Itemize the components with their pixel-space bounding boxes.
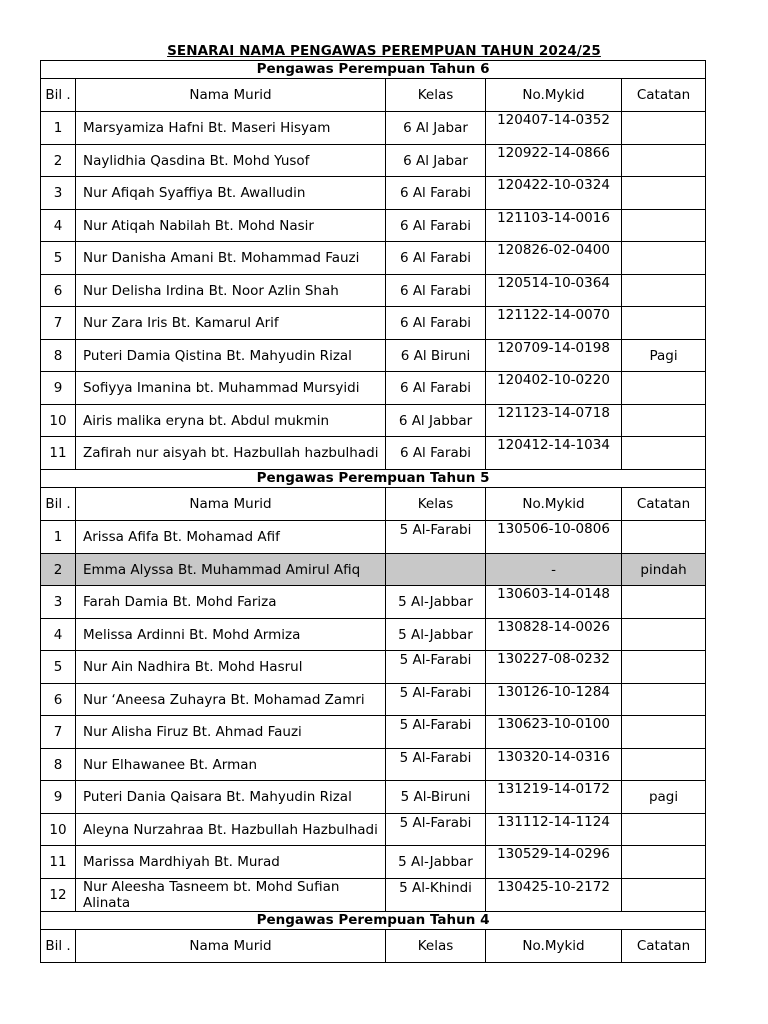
bil-cell: 8 [41,340,76,372]
catatan-cell [622,372,706,405]
table-row [41,242,706,275]
table-row [41,586,706,619]
mykid-cell: 120412-14-1034 [486,437,622,470]
bil-cell: 7 [41,307,76,340]
kelas-cell: 6 Al Biruni [386,340,486,372]
mykid-cell: 130126-10-1284 [486,684,622,716]
bil-cell: 5 [41,651,76,684]
catatan-cell [622,437,706,470]
mykid-cell: - [486,554,622,586]
mykid-cell: 121123-14-0718 [486,405,622,437]
catatan-cell [622,275,706,307]
table-row [41,846,706,879]
section-heading-row [41,470,706,488]
kelas-cell: 6 Al Farabi [386,307,486,340]
table-row [41,879,706,912]
catatan-cell [622,814,706,846]
column-header-catatan: Catatan [622,488,706,521]
kelas-cell: 6 Al Farabi [386,372,486,405]
kelas-cell: 5 Al-Farabi [386,814,486,846]
mykid-cell: 130506-10-0806 [486,521,622,554]
bil-cell: 4 [41,619,76,651]
mykid-cell: 120402-10-0220 [486,372,622,405]
mykid-cell: 120514-10-0364 [486,275,622,307]
catatan-cell [622,879,706,912]
nama-cell: Nur Zara Iris Bt. Kamarul Arif [76,307,386,340]
table-row [41,340,706,372]
kelas-cell: 5 Al-Farabi [386,521,486,554]
section-heading: Pengawas Perempuan Tahun 6 [41,61,706,79]
kelas-cell: 5 Al-Jabbar [386,846,486,879]
nama-cell: Nur Atiqah Nabilah Bt. Mohd Nasir [76,210,386,242]
mykid-cell: 130320-14-0316 [486,749,622,781]
kelas-cell: 6 Al Farabi [386,437,486,470]
section-heading-row [41,61,706,79]
kelas-cell: 6 Al Jabar [386,112,486,145]
column-header-mykid: No.Mykid [486,930,622,963]
mykid-cell: 121122-14-0070 [486,307,622,340]
column-header-nama: Nama Murid [76,488,386,521]
catatan-cell [622,749,706,781]
kelas-cell: 5 Al-Biruni [386,781,486,814]
catatan-cell [622,210,706,242]
kelas-cell: 5 Al-Farabi [386,749,486,781]
nama-cell: Nur Afiqah Syaffiya Bt. Awalludin [76,177,386,210]
nama-cell: Marissa Mardhiyah Bt. Murad [76,846,386,879]
kelas-cell: 5 Al-Farabi [386,651,486,684]
column-header-row [41,488,706,521]
column-header-bil: Bil . [41,930,76,963]
table-row [41,145,706,177]
nama-cell: Zafirah nur aisyah bt. Hazbullah hazbulhadi [76,437,386,470]
table-row [41,112,706,145]
bil-cell: 1 [41,521,76,554]
nama-cell: Melissa Ardinni Bt. Mohd Armiza [76,619,386,651]
column-header-mykid: No.Mykid [486,488,622,521]
mykid-cell: 130828-14-0026 [486,619,622,651]
nama-cell: Puteri Damia Qistina Bt. Mahyudin Rizal [76,340,386,372]
catatan-cell [622,112,706,145]
table-row [41,554,706,586]
column-header-catatan: Catatan [622,930,706,963]
bil-cell: 10 [41,814,76,846]
bil-cell: 3 [41,586,76,619]
nama-cell: Nur Alisha Firuz Bt. Ahmad Fauzi [76,716,386,749]
bil-cell: 1 [41,112,76,145]
nama-cell: Aleyna Nurzahraa Bt. Hazbullah Hazbulhadi [76,814,386,846]
table-row [41,814,706,846]
column-header-row [41,79,706,112]
table-row [41,684,706,716]
catatan-cell [622,846,706,879]
catatan-cell: pagi [622,781,706,814]
bil-cell: 12 [41,879,76,912]
kelas-cell: 5 Al-Farabi [386,716,486,749]
table-row [41,177,706,210]
nama-cell: Sofiyya Imanina bt. Muhammad Mursyidi [76,372,386,405]
section-heading: Pengawas Perempuan Tahun 5 [41,470,706,488]
table-row [41,619,706,651]
section-heading: Pengawas Perempuan Tahun 4 [41,912,706,930]
mykid-cell: 121103-14-0016 [486,210,622,242]
mykid-cell: 130623-10-0100 [486,716,622,749]
nama-cell: Nur Delisha Irdina Bt. Noor Azlin Shah [76,275,386,307]
bil-cell: 11 [41,846,76,879]
column-header-kelas: Kelas [386,930,486,963]
nama-cell: Nur Elhawanee Bt. Arman [76,749,386,781]
mykid-cell: 120407-14-0352 [486,112,622,145]
bil-cell: 4 [41,210,76,242]
kelas-cell: 6 Al Farabi [386,242,486,275]
table-row [41,651,706,684]
mykid-cell: 120709-14-0198 [486,340,622,372]
mykid-cell: 120826-02-0400 [486,242,622,275]
catatan-cell [622,521,706,554]
column-header-nama: Nama Murid [76,79,386,112]
column-header-mykid: No.Mykid [486,79,622,112]
document-title: SENARAI NAMA PENGAWAS PEREMPUAN TAHUN 2024/25 [167,43,601,59]
column-header-nama: Nama Murid [76,930,386,963]
pengawas-table [40,60,706,963]
nama-cell: Puteri Dania Qaisara Bt. Mahyudin Rizal [76,781,386,814]
catatan-cell [622,716,706,749]
table-row [41,275,706,307]
column-header-kelas: Kelas [386,79,486,112]
nama-cell: Emma Alyssa Bt. Muhammad Amirul Afiq [76,554,386,586]
bil-cell: 10 [41,405,76,437]
nama-cell: Nur Aleesha Tasneem bt. Mohd Sufian Alinata [76,879,386,912]
catatan-cell [622,177,706,210]
bil-cell: 2 [41,145,76,177]
kelas-cell: 5 Al-Farabi [386,684,486,716]
kelas-cell: 6 Al Farabi [386,275,486,307]
nama-cell: Naylidhia Qasdina Bt. Mohd Yusof [76,145,386,177]
column-header-bil: Bil . [41,79,76,112]
catatan-cell [622,242,706,275]
nama-cell: Nur Ain Nadhira Bt. Mohd Hasrul [76,651,386,684]
bil-cell: 9 [41,372,76,405]
column-header-kelas: Kelas [386,488,486,521]
catatan-cell: pindah [622,554,706,586]
mykid-cell: 131112-14-1124 [486,814,622,846]
mykid-cell: 130529-14-0296 [486,846,622,879]
kelas-cell: 5 Al-Jabbar [386,586,486,619]
table-row [41,716,706,749]
table-row [41,437,706,470]
catatan-cell: Pagi [622,340,706,372]
mykid-cell: 130603-14-0148 [486,586,622,619]
catatan-cell [622,307,706,340]
bil-cell: 7 [41,716,76,749]
bil-cell: 8 [41,749,76,781]
catatan-cell [622,619,706,651]
nama-cell: Marsyamiza Hafni Bt. Maseri Hisyam [76,112,386,145]
mykid-cell: 120422-10-0324 [486,177,622,210]
bil-cell: 9 [41,781,76,814]
mykid-cell: 130227-08-0232 [486,651,622,684]
bil-cell: 6 [41,684,76,716]
kelas-cell: 5 Al-Khindi [386,879,486,912]
kelas-cell: 6 Al Jabar [386,145,486,177]
kelas-cell: 6 Al Jabbar [386,405,486,437]
table-row [41,307,706,340]
kelas-cell: 6 Al Farabi [386,177,486,210]
table-row [41,521,706,554]
bil-cell: 2 [41,554,76,586]
nama-cell: Airis malika eryna bt. Abdul mukmin [76,405,386,437]
catatan-cell [622,651,706,684]
catatan-cell [622,405,706,437]
bil-cell: 3 [41,177,76,210]
bil-cell: 6 [41,275,76,307]
catatan-cell [622,586,706,619]
mykid-cell: 120922-14-0866 [486,145,622,177]
mykid-cell: 131219-14-0172 [486,781,622,814]
catatan-cell [622,145,706,177]
nama-cell: Nur Danisha Amani Bt. Mohammad Fauzi [76,242,386,275]
bil-cell: 11 [41,437,76,470]
bil-cell: 5 [41,242,76,275]
kelas-cell: 5 Al-Jabbar [386,619,486,651]
kelas-cell [386,554,486,586]
nama-cell: Farah Damia Bt. Mohd Fariza [76,586,386,619]
table-row [41,781,706,814]
table-row [41,372,706,405]
column-header-catatan: Catatan [622,79,706,112]
nama-cell: Arissa Afifa Bt. Mohamad Afif [76,521,386,554]
mykid-cell: 130425-10-2172 [486,879,622,912]
table-row [41,749,706,781]
column-header-bil: Bil . [41,488,76,521]
catatan-cell [622,684,706,716]
kelas-cell: 6 Al Farabi [386,210,486,242]
section-heading-row [41,912,706,930]
table-row [41,210,706,242]
table-row [41,405,706,437]
nama-cell: Nur ‘Aneesa Zuhayra Bt. Mohamad Zamri [76,684,386,716]
column-header-row [41,930,706,963]
